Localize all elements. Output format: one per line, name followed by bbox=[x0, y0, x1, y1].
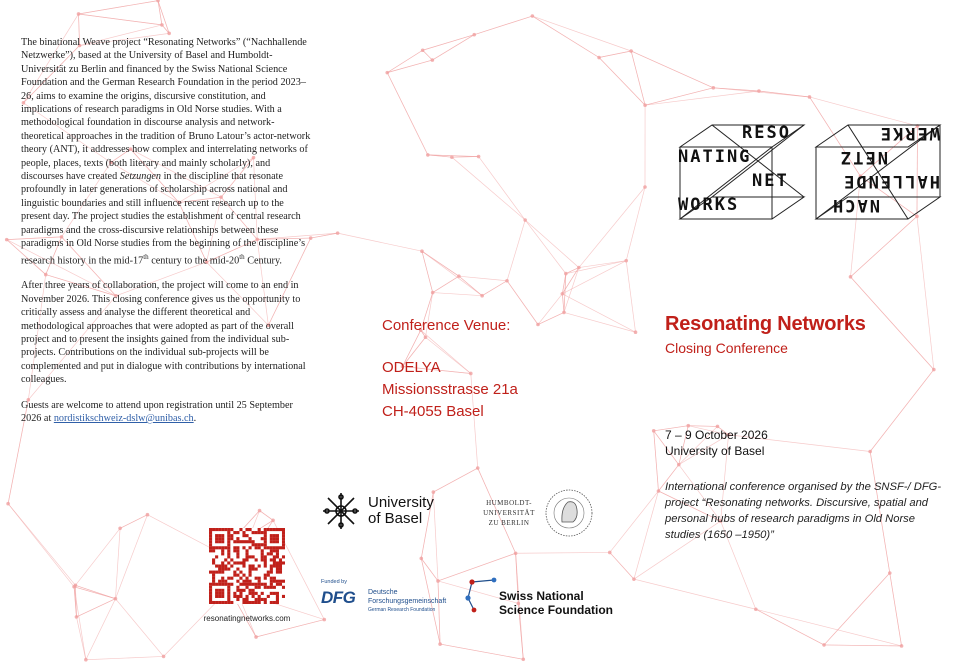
network-edge bbox=[260, 511, 274, 521]
network-node bbox=[419, 557, 423, 561]
network-node bbox=[634, 330, 638, 334]
network-edge bbox=[432, 35, 474, 60]
network-edge bbox=[74, 587, 86, 660]
network-edge bbox=[631, 51, 713, 88]
conference-subtitle: Closing Conference bbox=[665, 340, 788, 356]
network-edge bbox=[440, 644, 523, 659]
network-node bbox=[457, 274, 461, 278]
network-edge bbox=[713, 88, 759, 91]
network-edge bbox=[562, 294, 635, 332]
network-edge bbox=[759, 91, 810, 97]
network-edge bbox=[158, 1, 169, 34]
network-node bbox=[162, 655, 166, 659]
conference-dates: 7 – 9 October 2026 bbox=[665, 428, 768, 442]
venue-name: ODELYA bbox=[382, 359, 441, 376]
network-edge bbox=[158, 1, 162, 25]
network-node bbox=[420, 249, 424, 253]
network-node bbox=[932, 368, 936, 372]
unibas-emblem-icon bbox=[321, 491, 361, 531]
network-edge bbox=[610, 491, 659, 552]
network-edge bbox=[474, 16, 532, 35]
dfg-line2: Forschungsgemeinschaft bbox=[368, 598, 447, 605]
network-node bbox=[72, 585, 76, 589]
dfg-line3: German Research Foundation bbox=[368, 607, 436, 613]
network-node bbox=[146, 513, 150, 517]
network-node bbox=[536, 323, 540, 327]
network-node bbox=[84, 658, 88, 662]
network-edge bbox=[516, 552, 610, 553]
network-node bbox=[808, 95, 812, 99]
logo-word-net: NET bbox=[752, 171, 789, 191]
network-node bbox=[385, 71, 389, 75]
network-edge bbox=[115, 599, 163, 657]
humboldt-line3: ZU BERLIN bbox=[488, 519, 530, 527]
network-edge bbox=[452, 157, 525, 220]
humboldt-line1: HUMBOLDT- bbox=[486, 499, 532, 507]
network-edge bbox=[824, 573, 890, 645]
network-edge bbox=[654, 431, 659, 491]
network-edge bbox=[79, 14, 162, 25]
network-node bbox=[523, 218, 527, 222]
humboldt-seal-icon bbox=[544, 488, 594, 538]
date-location-block bbox=[665, 427, 768, 459]
network-edge bbox=[433, 276, 459, 292]
network-node bbox=[336, 231, 340, 235]
network-node bbox=[531, 14, 535, 18]
dfg-logo bbox=[321, 579, 461, 619]
network-node bbox=[118, 526, 122, 530]
logo-word-netz: NETZ bbox=[839, 147, 888, 167]
network-edge bbox=[756, 609, 902, 646]
network-edge bbox=[634, 579, 756, 609]
network-node bbox=[712, 86, 716, 90]
network-edge bbox=[525, 220, 579, 268]
network-edge bbox=[452, 157, 479, 158]
network-node bbox=[632, 577, 636, 581]
network-edge bbox=[76, 599, 115, 617]
unibas-line2: of Basel bbox=[368, 510, 423, 527]
network-node bbox=[477, 155, 481, 159]
network-edge bbox=[8, 504, 74, 587]
conference-title: Resonating Networks bbox=[665, 313, 866, 335]
network-node bbox=[757, 89, 761, 93]
network-node bbox=[431, 58, 435, 62]
snsf-logo bbox=[462, 576, 632, 616]
network-edge bbox=[890, 573, 902, 646]
network-node bbox=[450, 155, 454, 159]
venue-street: Missionsstrasse 21a bbox=[382, 381, 518, 398]
conference-description: International conference organised by the SNSF-/ DFG-project “Resonating networks. Discursive, spatial and personal hubs of research paradigms in Old Norse studies (1650 –1950)” bbox=[665, 481, 942, 541]
network-edge bbox=[532, 16, 631, 51]
network-node bbox=[629, 49, 633, 53]
network-node bbox=[597, 56, 601, 60]
network-node bbox=[167, 32, 171, 36]
network-node bbox=[271, 519, 275, 523]
dfg-line1: Deutsche bbox=[368, 589, 398, 596]
snsf-line1: Swiss National bbox=[499, 589, 584, 603]
network-edge bbox=[634, 491, 659, 579]
network-edge bbox=[479, 157, 526, 220]
resonating-networks-logo bbox=[676, 121, 944, 225]
network-node bbox=[652, 429, 656, 433]
logo-word-nating: NATING bbox=[678, 147, 752, 167]
network-edge bbox=[86, 599, 116, 660]
project-description-paragraph: The binational Weave project “Resonating Networks” (“Nachhallende Netzwerke”), based at the University of Basel and Humboldt-Universität zu Berlin and financed by the Swiss National Science Foundation and the German Research Foundation in the period 2023–26, aims to examine the origins, discursive constitution, and implications of research paradigms in Old Norse studies. With a methodological foundation in discourse analysis and network-theoretical approaches in the tradition of Bruno Latour’s actor-network theory (ANT), it addresses how complex and interrelating networks of people, places, texts (both literary and mainly scholarly), and discourses have created Setzungen in the discipline that resonate profoundly in later generations of scholarship across national and linguistic boundaries and still influence recent research up to the present day. The project studies the establishment of central research paradigms and the cross-discursive relationships between these paradigms in Old Norse studies from the beginning of the discipline’s research history in the mid-17th century to the mid-20th Century. bbox=[21, 37, 311, 266]
network-edge bbox=[532, 16, 599, 57]
network-node bbox=[888, 571, 892, 575]
network-node bbox=[6, 502, 10, 506]
humboldt-line2: UNIVERSITÄT bbox=[483, 509, 535, 517]
network-node bbox=[258, 509, 262, 513]
network-edge bbox=[631, 51, 645, 105]
logo-word-werke: WERKE bbox=[878, 123, 940, 143]
network-node bbox=[480, 294, 484, 298]
network-edge bbox=[338, 233, 422, 251]
network-edge bbox=[387, 50, 422, 72]
network-edge bbox=[851, 216, 917, 276]
network-edge bbox=[459, 276, 482, 296]
network-node bbox=[643, 103, 647, 107]
snsf-line2: Science Foundation bbox=[499, 603, 614, 617]
network-edge bbox=[917, 216, 934, 369]
network-edge bbox=[74, 587, 115, 599]
network-node bbox=[75, 615, 79, 619]
network-edge bbox=[76, 617, 85, 660]
qr-code[interactable] bbox=[209, 528, 285, 604]
network-node bbox=[426, 153, 430, 157]
network-edge bbox=[433, 293, 482, 296]
network-edge bbox=[433, 468, 477, 492]
network-node bbox=[476, 466, 480, 470]
logo-word-nach: NACH bbox=[831, 195, 880, 215]
network-edge bbox=[79, 1, 158, 14]
network-edge bbox=[387, 73, 428, 155]
network-node bbox=[254, 635, 258, 639]
registration-paragraph: Guests are welcome to attend upon registration until 25 September 2026 at nordistikschweiz-dslw@unibas.ch. bbox=[21, 399, 293, 424]
left-panel bbox=[21, 36, 313, 437]
network-node bbox=[868, 450, 872, 454]
network-edge bbox=[525, 220, 566, 274]
dfg-abbr: DFG bbox=[321, 588, 356, 607]
network-edge bbox=[870, 370, 934, 452]
university-of-basel-logo bbox=[321, 491, 451, 531]
network-node bbox=[754, 607, 758, 611]
qr-caption[interactable]: resonatingnetworks.com bbox=[203, 614, 291, 623]
network-node bbox=[562, 311, 566, 315]
network-node bbox=[77, 12, 81, 16]
venue-label: Conference Venue: bbox=[382, 317, 511, 334]
network-node bbox=[643, 185, 647, 189]
network-node bbox=[577, 266, 581, 270]
network-edge bbox=[599, 51, 631, 58]
network-edge bbox=[423, 35, 475, 51]
network-node bbox=[624, 259, 628, 263]
logo-word-reso: RESO bbox=[742, 123, 791, 143]
network-edge bbox=[423, 50, 433, 60]
logo-word-works: WORKS bbox=[678, 195, 740, 215]
network-edge bbox=[75, 528, 120, 585]
conference-location: University of Basel bbox=[665, 444, 765, 458]
network-edge bbox=[564, 312, 636, 332]
network-edge bbox=[562, 294, 564, 313]
network-node bbox=[608, 551, 612, 555]
network-node bbox=[5, 238, 9, 242]
humboldt-university-logo bbox=[478, 488, 598, 540]
registration-email-link[interactable]: nordistikschweiz-dslw@unibas.ch bbox=[53, 412, 194, 424]
unibas-line1: University bbox=[368, 494, 434, 511]
network-edge bbox=[599, 58, 645, 106]
network-edge bbox=[387, 60, 432, 73]
closing-conference-paragraph: After three years of collaboration, the project will come to an end in November 2026. This closing conference gives us the opportunity to critically assess and analyse the different theoretical and methodological approaches that were adopted as part of the overall project and to present the insights gained from the individual sub-projects. Contributions on the individual sub-projects will be complemented and put in dialogue with contributions by international colleagues. bbox=[21, 280, 306, 386]
network-edge bbox=[507, 220, 525, 281]
venue-city: CH-4055 Basel bbox=[382, 403, 484, 420]
network-edge bbox=[824, 645, 902, 646]
network-edge bbox=[566, 261, 626, 274]
network-edge bbox=[459, 276, 507, 281]
network-edge bbox=[482, 281, 507, 296]
network-node bbox=[822, 643, 826, 647]
network-node bbox=[431, 291, 435, 295]
network-edge bbox=[645, 88, 713, 105]
network-node bbox=[421, 48, 425, 52]
network-node bbox=[564, 272, 568, 276]
network-edge bbox=[756, 609, 824, 645]
network-edge bbox=[626, 261, 635, 333]
venue-block bbox=[382, 315, 518, 423]
network-node bbox=[849, 275, 853, 279]
logo-word-hallende: HALLENDE bbox=[842, 171, 940, 191]
network-edge bbox=[86, 656, 164, 659]
network-edge bbox=[422, 251, 482, 295]
network-node bbox=[677, 463, 681, 467]
network-edge bbox=[538, 294, 562, 325]
network-node bbox=[561, 292, 565, 296]
network-node bbox=[521, 657, 525, 661]
dfg-funded-by: Funded by bbox=[321, 579, 347, 585]
network-node bbox=[657, 489, 661, 493]
network-node bbox=[156, 0, 160, 2]
network-node bbox=[472, 33, 476, 37]
network-node bbox=[438, 642, 442, 646]
network-node bbox=[900, 644, 904, 648]
network-node bbox=[160, 23, 164, 27]
network-edge bbox=[538, 312, 564, 324]
network-edge bbox=[645, 91, 759, 105]
network-node bbox=[514, 551, 518, 555]
snsf-network-icon bbox=[462, 576, 498, 616]
network-node bbox=[505, 279, 509, 283]
network-node bbox=[114, 597, 118, 601]
